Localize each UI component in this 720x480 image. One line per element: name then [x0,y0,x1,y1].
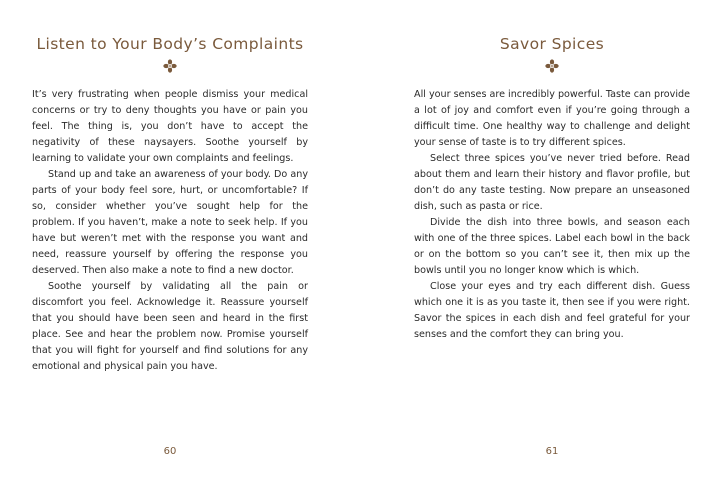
flower-ornament-icon [163,59,177,73]
paragraph: All your senses are incredibly powerful. Taste can provide a lot of joy and comfort even if you’re going through a difficult time. One healthy way to challenge and delight your sense of taste is to try different spices. [414,89,691,148]
paragraph: Soothe yourself by validating all the pain or discomfort you feel. Acknowledge it. Reassure yourself that you should have been seen and heard in the first place. See and hear the problem now. Promise yourself that you will fight for yourself and find solutions for any emotional and physical pain you have. [32,281,308,372]
right-page [414,0,690,480]
paragraph: Close your eyes and try each different dish. Guess which one it is as you taste it, then see if you were right. Savor the spices in each dish and feel grateful for your senses and the comfort they can bring you. [414,281,690,340]
page-number: 61 [545,446,559,457]
page-title: Savor Spices [499,35,605,53]
paragraph: It’s very frustrating when people dismiss your medical concerns or try to deny thoughts you have or pain you feel. The thing is, you don’t have to accept the negativity of these naysayers. Soothe yourself by learning to validate your own complaints and feelings. [32,89,308,164]
body-text [414,87,690,343]
page-title: Listen to Your Body’s Complaints [36,35,304,53]
paragraph: Divide the dish into three bowls, and season each with one of the three spices. Label each bowl in the back or on the bottom so you can’t see it, then mix up the bowls until you no longer know which is which. [414,217,690,276]
page-number: 60 [163,446,177,457]
body-text [32,87,308,375]
paragraph: Select three spices you’ve never tried before. Read about them and learn their history and flavor profile, but don’t do any taste testing. Now prepare an unseasoned dish, such as pasta or rice. [414,153,690,212]
paragraph: Stand up and take an awareness of your body. Do any parts of your body feel sore, hurt, or uncomfortable? If so, consider whether you’ve sought help for the problem. If you haven’t, make a note to seek help. If you have but weren’t met with the response you want and need, reassure yourself by offering the response you deserved. Then also make a note to find a new doctor. [32,169,308,276]
flower-ornament-icon [545,59,559,73]
left-page [32,0,308,480]
